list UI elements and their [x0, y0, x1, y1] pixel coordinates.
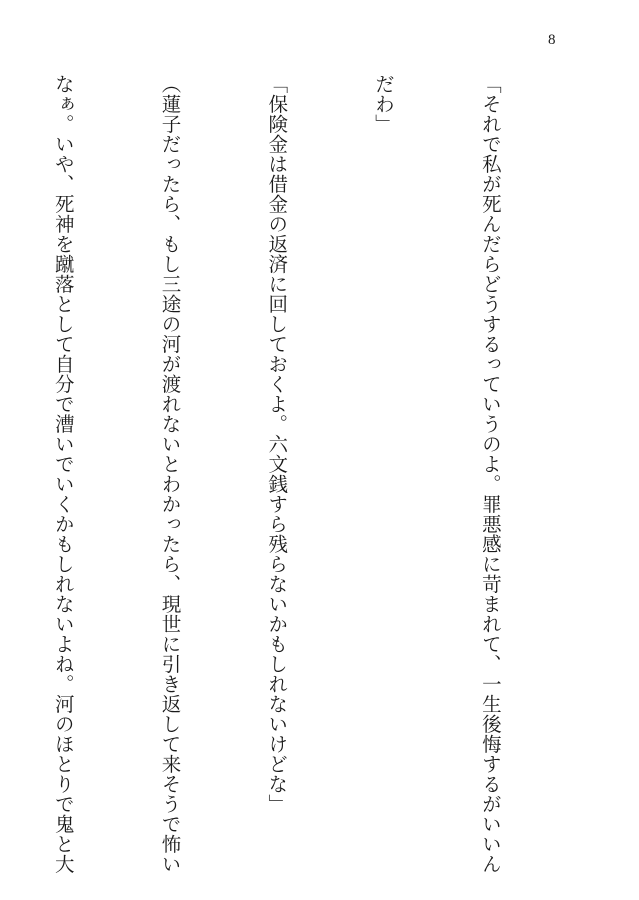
text-line: （蓮子だったら、もし三途の河が渡れないとわかったら、現世に引き返して来そうで怖い	[158, 74, 182, 874]
text-line: なぁ。いや、死神を蹴落として自分で漕いでいくかもしれないよね。河のほとりで鬼と大	[51, 74, 75, 874]
text-line: だわ」	[372, 74, 396, 134]
text-line: 「保険金は借金の返済に回しておくよ。六文銭すら残らないかもしれないけどな」	[265, 74, 289, 814]
text-line: 「それで私が死んだらどうするっていうのよ。罪悪感に苛まれて、一生後悔するがいいん	[478, 74, 502, 874]
page-number: 8	[548, 32, 556, 48]
body-text	[0, 74, 579, 874]
